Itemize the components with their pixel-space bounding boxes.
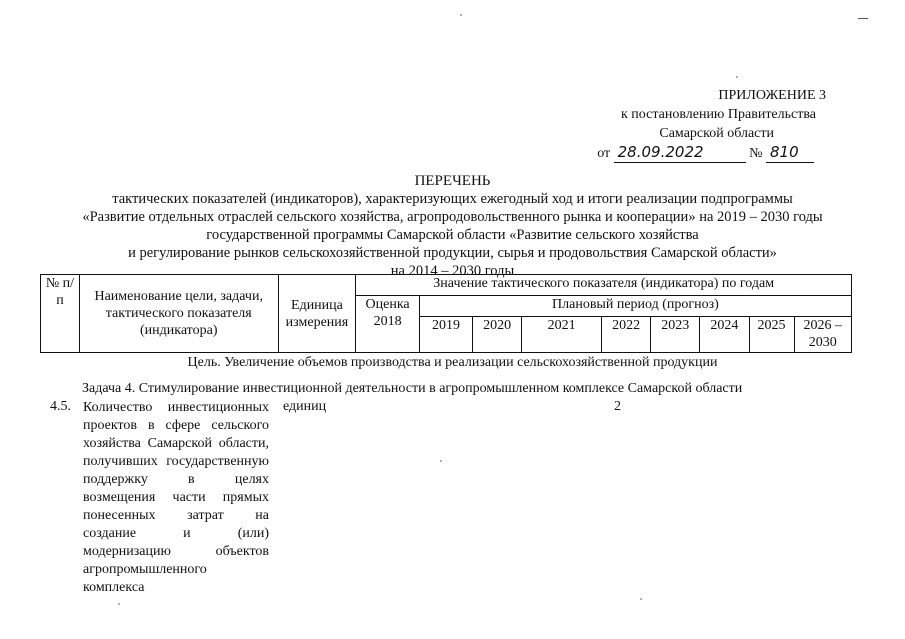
- date-prefix: от: [597, 146, 611, 161]
- header-year: 2023: [651, 317, 700, 353]
- appendix-title: ПРИЛОЖЕНИЕ 3: [718, 88, 826, 103]
- handwritten-number: 810: [766, 143, 814, 163]
- scan-speck: [640, 598, 642, 600]
- header-plan: Плановый период (прогноз): [419, 296, 851, 317]
- header-year: 2026 – 2030: [794, 317, 851, 353]
- title-line-1: тактических показателей (индикаторов), характеризующих ежегодный ход и итоги реализации подпрограммы: [112, 191, 793, 207]
- indicators-table-header: [40, 274, 852, 353]
- header-year: 2020: [473, 317, 522, 353]
- scan-speck: [118, 603, 120, 605]
- appendix-decree: к постановлению Правительства: [620, 107, 816, 122]
- task-text: Задача 4. Стимулирование инвестиционной деятельности в агропромышленном комплексе Самарской области: [82, 381, 743, 396]
- row-indicator-name: Количество инвестиционных проектов в сфере сельского хозяйства Самарской области, получивших государственную поддержку в целях возмещения части прямых понесенных затрат на создание и (или) модернизацию объектов агропромышленного комплекса: [83, 400, 269, 595]
- title-line-4: и регулирование рынков сельскохозяйственной продукции, сырья и продовольствия Самарской области»: [128, 245, 777, 261]
- scan-speck: [460, 14, 462, 16]
- goal-text: Цель. Увеличение объемов производства и реализации сельскохозяйственной продукции: [187, 355, 718, 370]
- scan-speck: [736, 76, 738, 78]
- title-line-5: на 2014 – 2030 годы: [390, 263, 515, 279]
- row-value-2021: 2: [614, 399, 621, 414]
- header-values: Значение тактического показателя (индикатора) по годам: [356, 275, 852, 296]
- appendix-block: [560, 86, 840, 163]
- appendix-region: Самарской области: [659, 126, 774, 141]
- handwritten-date: 28.09.2022: [614, 143, 746, 163]
- header-year: 2025: [749, 317, 794, 353]
- header-num: № п/п: [41, 275, 80, 353]
- document-title: [0, 172, 905, 280]
- row-unit: единиц: [283, 399, 327, 414]
- scan-speck: [440, 460, 442, 462]
- header-year: 2019: [419, 317, 472, 353]
- title-heading: ПЕРЕЧЕНЬ: [414, 173, 491, 189]
- title-line-3: государственной программы Самарской области «Развитие сельского хозяйства: [206, 227, 699, 243]
- header-estimate: Оценка 2018: [356, 296, 419, 353]
- title-line-2: «Развитие отдельных отраслей сельского хозяйства, агропродовольственного рынка и кооперации» на 2019 – 2030 годы: [82, 209, 823, 225]
- header-year: 2022: [602, 317, 651, 353]
- appendix-date-line: [560, 143, 840, 163]
- row-number: 4.5.: [50, 399, 71, 414]
- header-year: 2021: [522, 317, 602, 353]
- header-year: 2024: [700, 317, 749, 353]
- scan-mark: [858, 18, 868, 19]
- header-unit: Единица измерения: [278, 275, 356, 353]
- number-prefix: №: [749, 146, 763, 161]
- header-name: Наименование цели, задачи, тактического показателя (индикатора): [79, 275, 278, 353]
